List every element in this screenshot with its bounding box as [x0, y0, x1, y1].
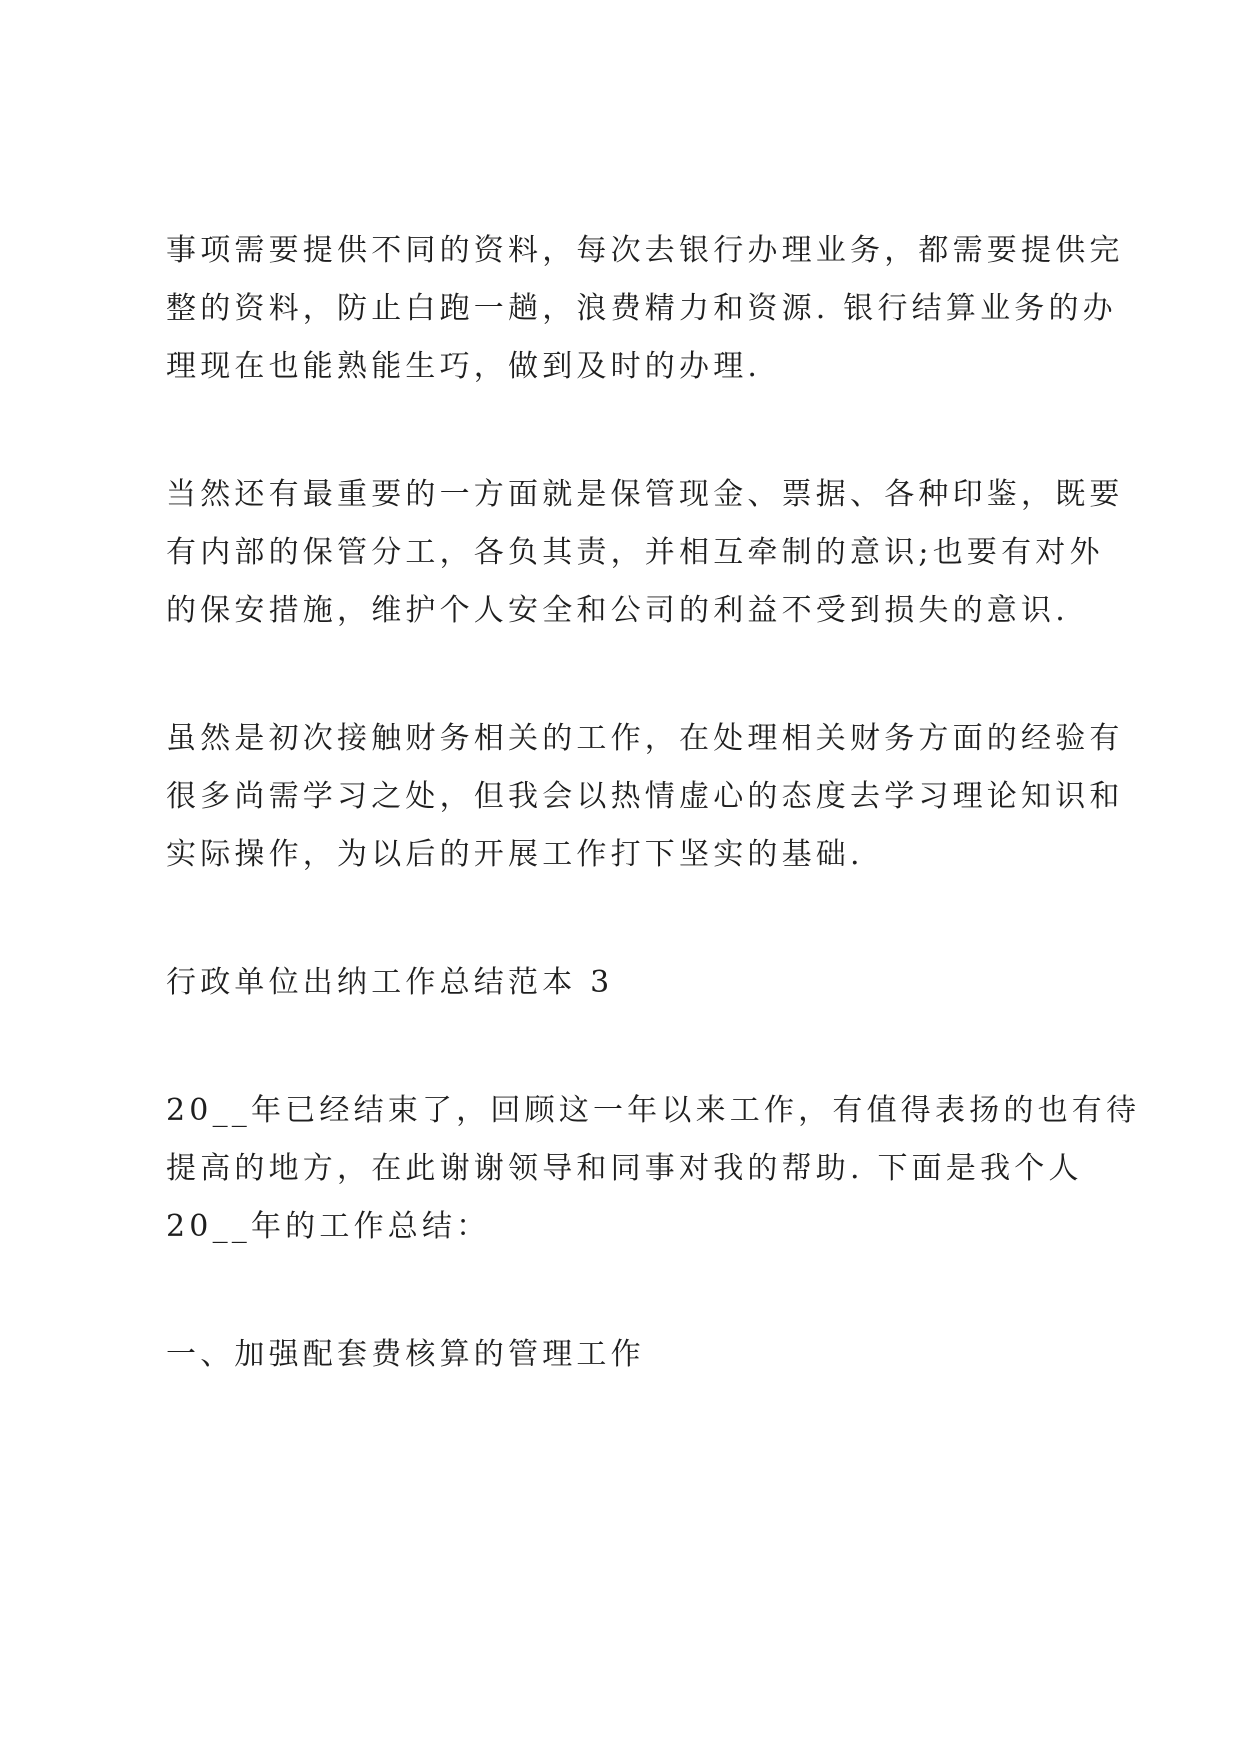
text-line: 有内部的保管分工，各负其责，并相互牵制的意识;也要有对外: [166, 535, 1104, 570]
paragraph-learning: [166, 710, 1124, 884]
text-line: 20__年的工作总结：: [166, 1209, 491, 1244]
text-line: 20__年已经结束了，回顾这一年以来工作，有值得表扬的也有待: [166, 1093, 1141, 1128]
subsection-heading-text: 一、加强配套费核算的管理工作: [166, 1337, 645, 1372]
paragraph-year-review: [166, 1082, 1141, 1256]
text-line: 事项需要提供不同的资料，每次去银行办理业务，都需要提供完: [166, 233, 1124, 268]
document-body: [166, 222, 1141, 1384]
text-line: 很多尚需学习之处，但我会以热情虚心的态度去学习理论知识和: [166, 779, 1124, 814]
paragraph-spacer: [166, 884, 1096, 954]
paragraph-cash-custody: [166, 466, 1124, 640]
text-line: 当然还有最重要的一方面就是保管现金、票据、各种印鉴，既要: [166, 477, 1124, 512]
text-line: 的保安措施，维护个人安全和公司的利益不受到损失的意识.: [166, 593, 1069, 628]
text-line: 实际操作，为以后的开展工作打下坚实的基础.: [166, 837, 864, 872]
paragraph-spacer: [166, 396, 1096, 466]
text-line: 提高的地方，在此谢谢领导和同事对我的帮助. 下面是我个人: [166, 1151, 1083, 1186]
paragraph-spacer: [166, 1256, 1096, 1326]
section-title: [166, 954, 1096, 1012]
paragraph-bank-settlement: [166, 222, 1124, 396]
text-line: 虽然是初次接触财务相关的工作，在处理相关财务方面的经验有: [166, 721, 1124, 756]
section-title-text: 行政单位出纳工作总结范本 3: [166, 965, 614, 1000]
subsection-heading: [166, 1326, 1096, 1384]
text-line: 理现在也能熟能生巧，做到及时的办理.: [166, 349, 762, 384]
text-line: 整的资料，防止白跑一趟，浪费精力和资源. 银行结算业务的办: [166, 291, 1117, 326]
paragraph-spacer: [166, 1012, 1096, 1082]
paragraph-spacer: [166, 640, 1096, 710]
